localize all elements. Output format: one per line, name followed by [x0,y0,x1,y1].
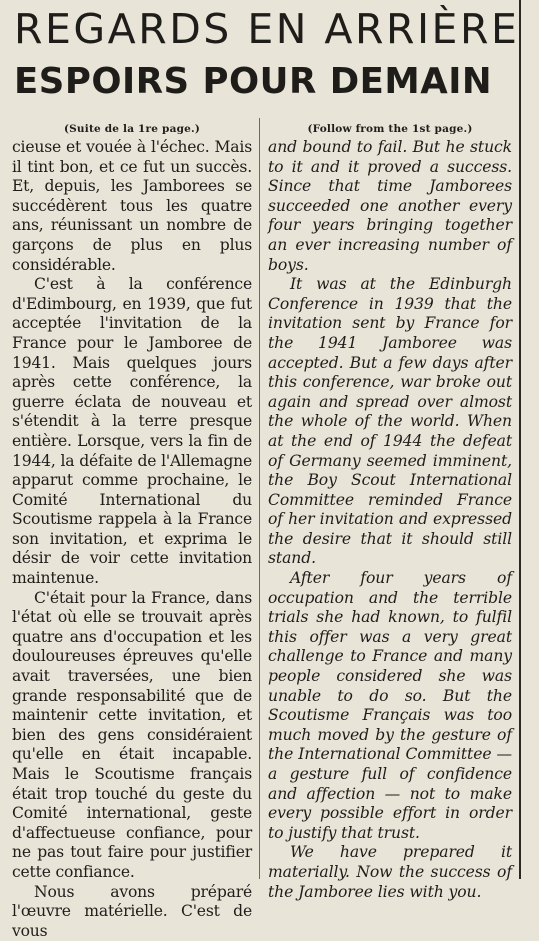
paragraph: C'était pour la France, dans l'état où elle se trouvait après quatre ans d'occupation et les douloureuses épreuves qu'elle avait traversées, une bien grande responsabilité que de maintenir cette invitation, et bien des gens considéraient qu'elle en était incapable. Mais le Scoutisme français était trop touché du geste du Comité international, geste d'affectueuse confiance, pour ne pas tout faire pour justifier cette confiance. [12,588,252,881]
continuation-note: (Follow from the 1st page.) [307,123,473,135]
right-column-rule [519,0,521,879]
paragraph: and bound to fail. But he stuck to it and it proved a success. Since that time Jamborees succeeded one another every four years bringing together an ever increasing number of boys. [268,138,512,274]
column-separator [259,118,260,879]
paragraph: We have prepared it materially. Now the success of the Jamboree lies with you. [268,843,512,901]
english-column [268,120,512,902]
paragraph: It was at the Edinburgh Conference in 1939 that the invitation sent by France for the 1941 Jamboree was accepted. But a few days after this conference, war broke out again and spread over almost the whole of the world. When at the end of 1944 the defeat of Germany seemed imminent, the Boy Scout International Committee reminded France of her invitation and expressed the desire that it should still stand. [268,275,512,568]
headline-title: REGARDS EN ARRIÈRE [14,5,520,53]
continuation-note: (Suite de la 1re page.) [63,123,201,135]
french-column [12,120,252,941]
headline-subtitle: ESPOIRS POUR DEMAIN [14,61,493,102]
paragraph: After four years of occupation and the terrible trials she had known, to fulfil this offer was a very great challenge to France and many people considered she was unable to do so. But the Scoutisme Français was too much moved by the gesture of the International Committee — a gesture full of confidence and affection — not to make every possible effort in order to justify that trust. [268,569,512,842]
paragraph: C'est à la conférence d'Edimbourg, en 1939, que fut acceptée l'invitation de la France pour le Jamboree de 1941. Mais quelques jours après cette conférence, la guerre éclata de nouveau et s'étendit à la terre presque entière. Lorsque, vers la fin de 1944, la défaite de l'Allemagne apparut comme prochaine, le Comité International du Scoutisme rappela à la France son invitation, et exprima le désir de voir cette invitation maintenue. [12,275,252,588]
paragraph: cieuse et vouée à l'échec. Mais il tint bon, et ce fut un succès. Et, depuis, les Jamborees se succédèrent tous les quatre ans, réunissant un nombre de garçons de plus en plus considérable. [12,138,252,274]
paragraph: Nous avons préparé l'œuvre matérielle. C'est de vous [12,882,252,940]
